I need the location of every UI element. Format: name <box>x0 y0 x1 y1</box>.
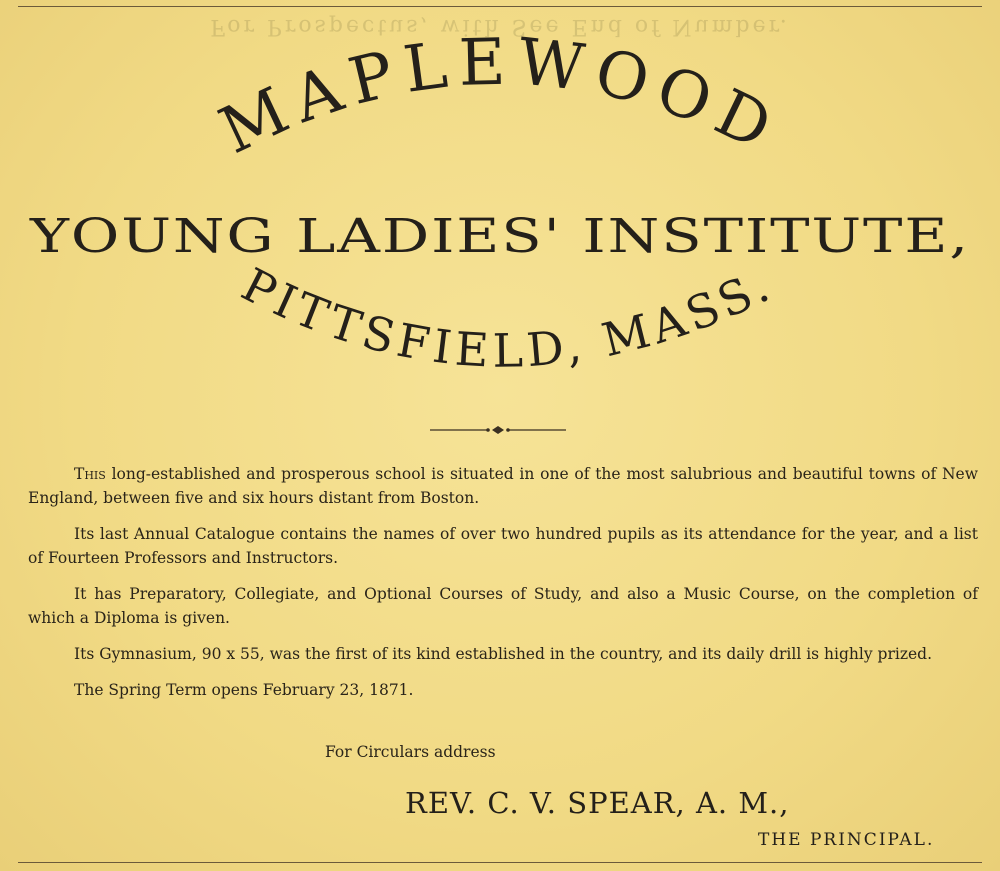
paragraph-1-text: long-established and prosperous school is situated in one of the most salubrious and beautiful towns of New England, between five and six hours distant from Boston. <box>28 465 978 507</box>
signature-name: REV. C. V. SPEAR, A. M., <box>405 786 790 820</box>
paragraph-1 <box>28 462 978 510</box>
signature-title: THE PRINCIPAL. <box>758 830 935 850</box>
paragraph-3: It has Preparatory, Collegiate, and Optional Courses of Study, and also a Music Course, on the completion of which a Diploma is given. <box>28 585 978 627</box>
paragraph-1-lead: This <box>74 465 106 483</box>
pittsfield-mass-title: PITTSFIELD, MASS. <box>233 256 782 378</box>
location-arched <box>233 257 781 378</box>
young-ladies-institute-title: YOUNG LADIES' INSTITUTE, <box>28 209 971 264</box>
ornament-divider <box>430 426 566 434</box>
paragraph-4: Its Gymnasium, 90 x 55, was the first of its kind established in the country, and its daily drill is highly prized. <box>74 645 933 663</box>
paragraph-2: Its last Annual Catalogue contains the names of over two hundred pupils as its attendance for the year, and a list of Fourteen Professors and Instructors. <box>28 525 978 567</box>
body-text <box>28 462 978 714</box>
bottom-border <box>18 862 982 863</box>
maplewood-title: MAPLEWOOD <box>209 25 792 170</box>
bleed-through-text: For Prospectus, with See End of Number. <box>210 14 790 39</box>
paragraph-5: The Spring Term opens February 23, 1871. <box>74 681 414 699</box>
institute-name-arched <box>209 25 791 169</box>
circulars-address-line: For Circulars address <box>325 743 496 761</box>
